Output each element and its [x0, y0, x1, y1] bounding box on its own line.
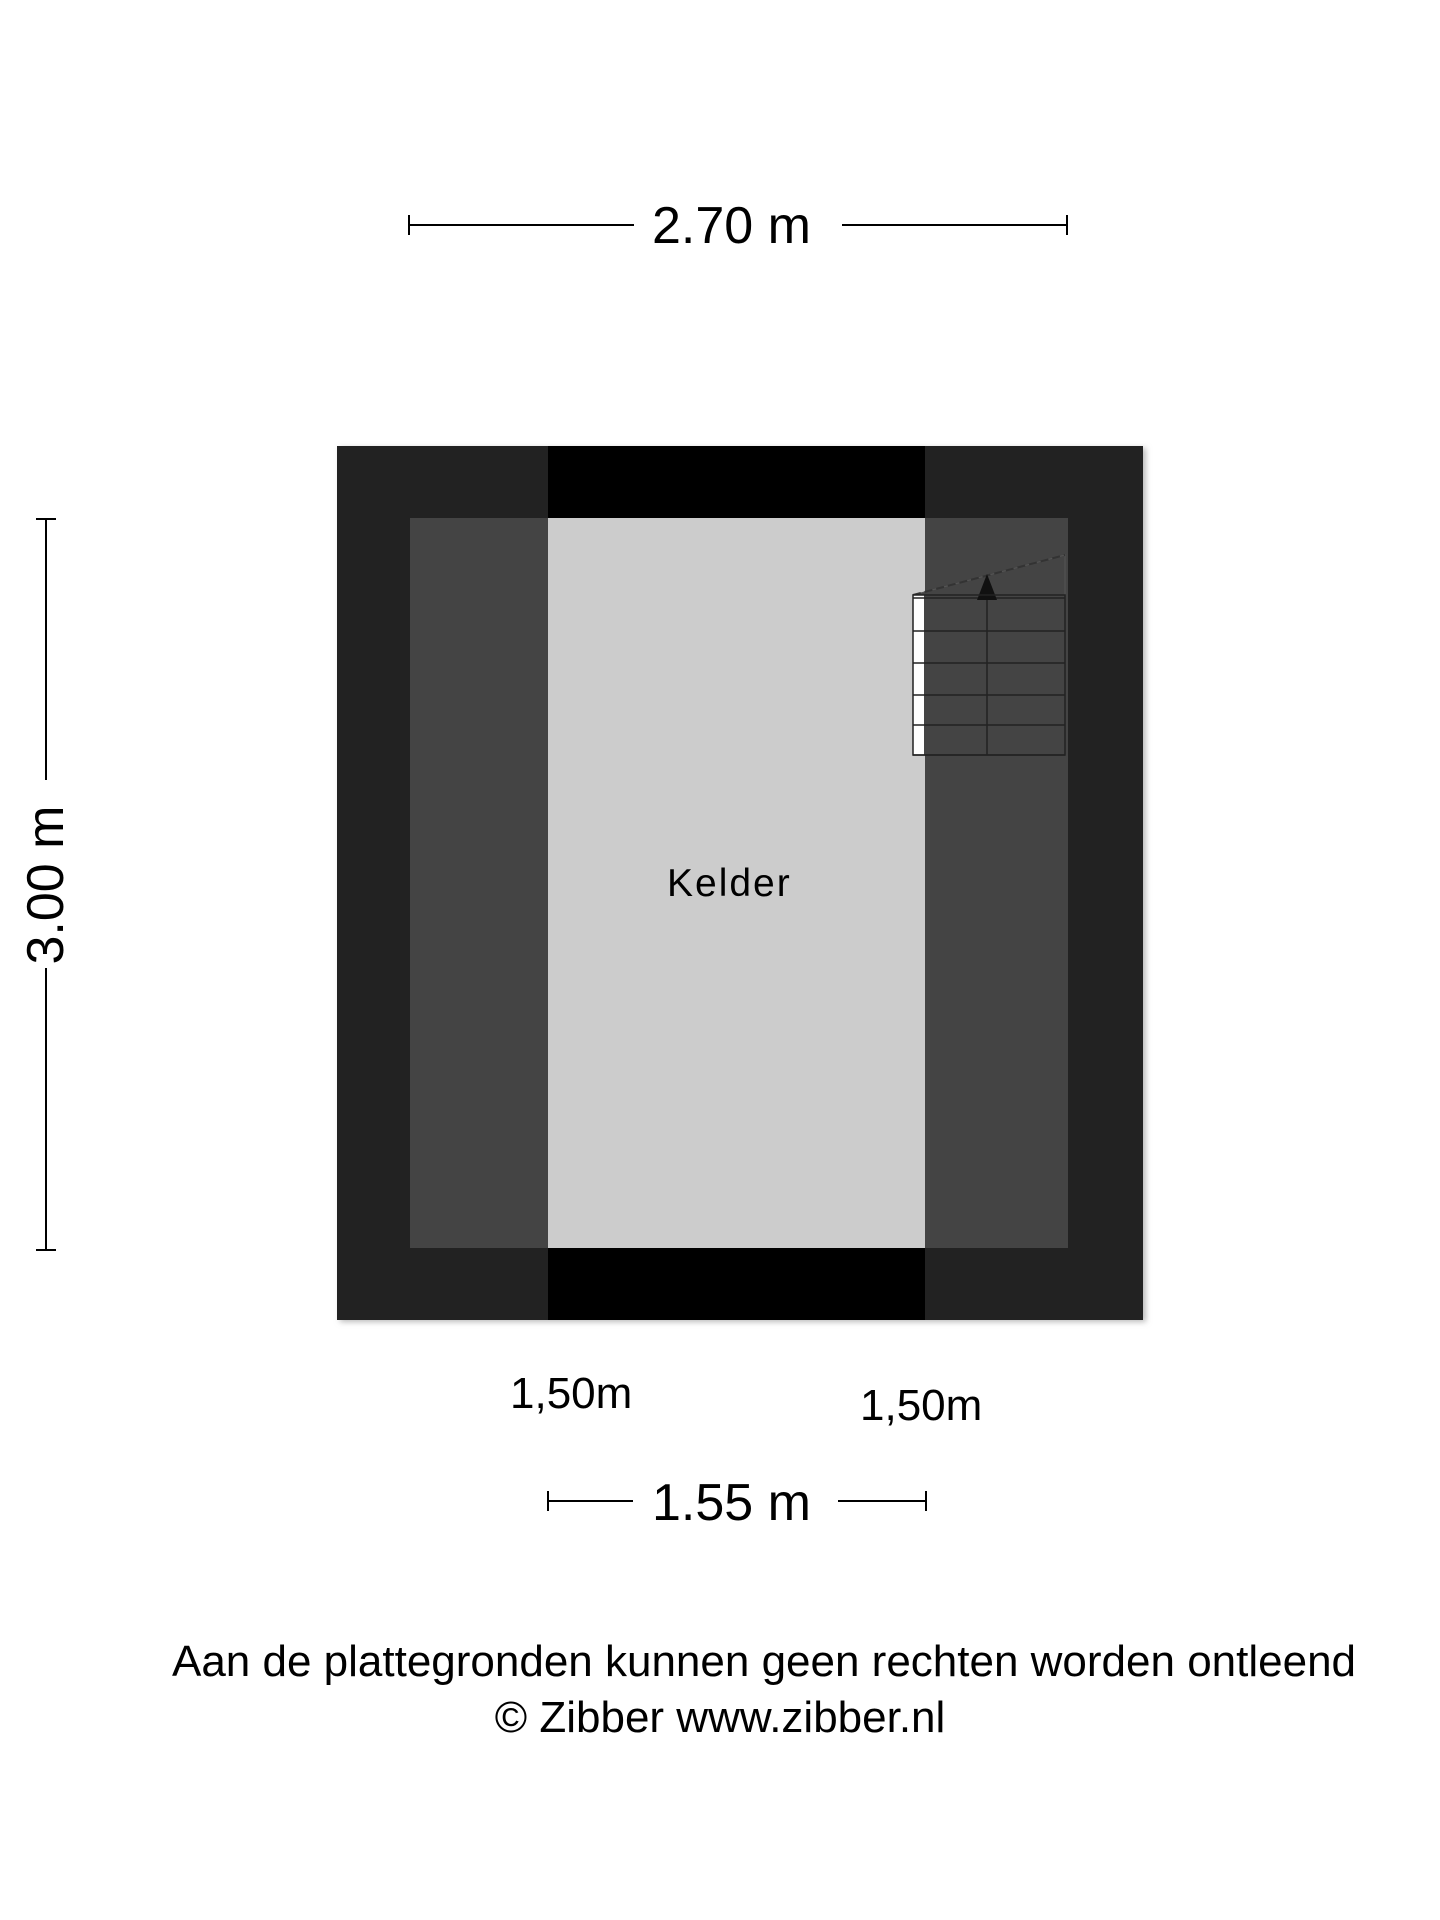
wall-gap-top — [548, 446, 925, 518]
disclaimer-text: Aan de plattegronden kunnen geen rechten worden ontleend — [171, 1637, 1357, 1686]
stair-highlight — [913, 595, 924, 755]
bottom-dimension-line-left — [547, 1500, 633, 1502]
side-width-left: 1,50m — [510, 1369, 633, 1418]
side-width-right: 1,50m — [860, 1381, 983, 1430]
top-dimension-label: 2.70 m — [652, 197, 811, 255]
bottom-dimension-tick-right — [925, 1491, 927, 1511]
bottom-dimension-label: 1.55 m — [652, 1474, 811, 1532]
wall-gap-bottom — [548, 1248, 925, 1320]
left-dimension-label: 3.00 m — [17, 805, 75, 965]
side-zone-left — [410, 518, 548, 1248]
room-label: Kelder — [667, 862, 792, 905]
bottom-dimension-line-right — [838, 1500, 926, 1502]
copyright-text: © Zibber www.zibber.nl — [494, 1693, 946, 1742]
